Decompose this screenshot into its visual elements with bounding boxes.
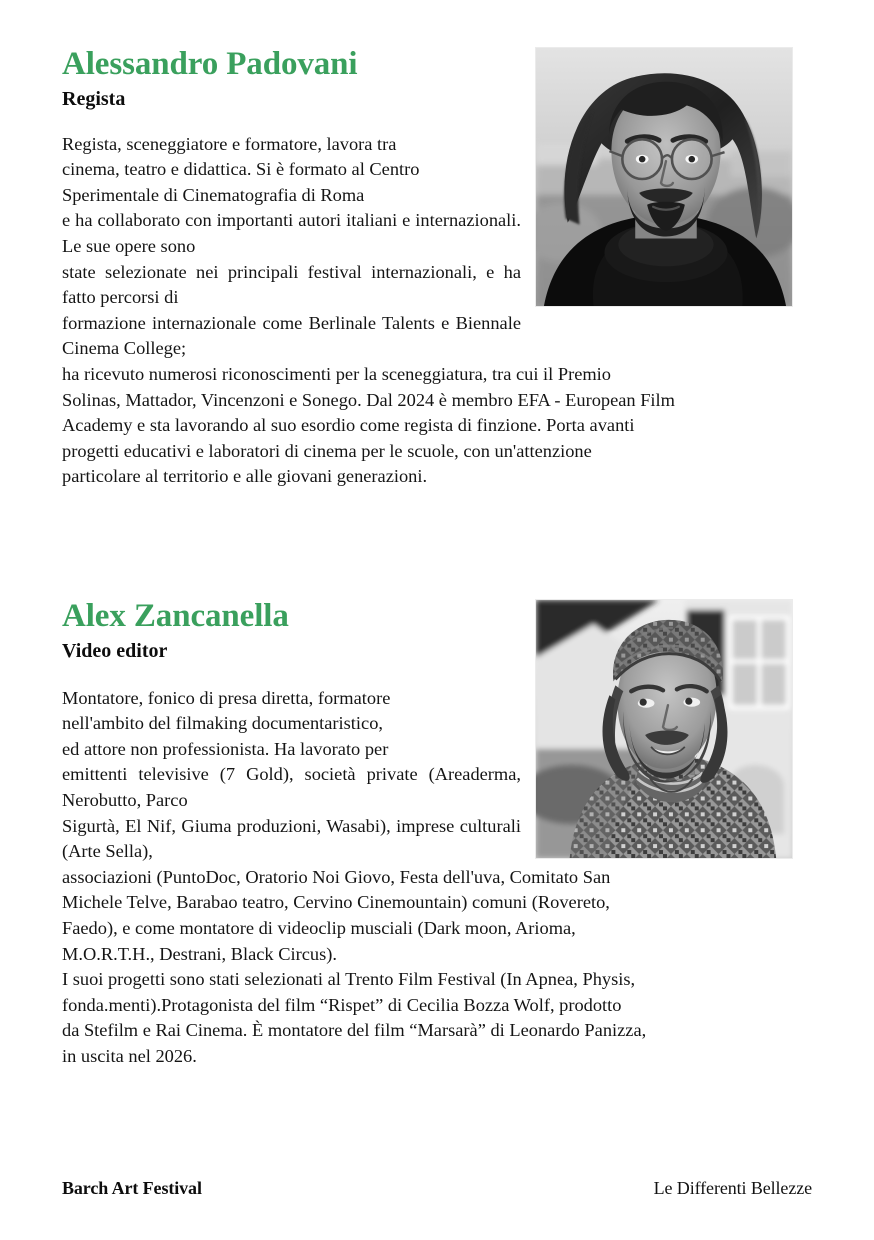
- bio-line: ed attore non professionista. Ha lavorato per: [62, 738, 389, 759]
- bio-line: cinema, teatro e didattica. Si è formato al Centro: [62, 159, 420, 180]
- bio-line: Faedo), e come montatore di videoclip musciali (Dark moon, Arioma,: [62, 917, 576, 938]
- portrait-alex-zancanella: [535, 599, 793, 859]
- bio-line: emittenti televisive (7 Gold), società private (Areaderma, Nerobutto, Parco: [62, 764, 521, 810]
- bio-line: state selezionate nei principali festival internazionali, e ha fatto percorsi di: [62, 261, 521, 308]
- bio-line: ha ricevuto numerosi riconoscimenti per la sceneggiatura, tra cui il Premio: [62, 363, 611, 384]
- bio-line: Regista, sceneggiatore e formatore, lavora tra: [62, 133, 397, 154]
- profile-block-alessandro-padovani: [62, 0, 793, 490]
- bio-line: Montatore, fonico di presa diretta, formatore: [62, 687, 391, 708]
- footer-festival-name: Barch Art Festival: [62, 1178, 202, 1198]
- portrait-alessandro-padovani: [535, 47, 793, 307]
- bio-line: associazioni (PuntoDoc, Oratorio Noi Giovo, Festa dell'uva, Comitato San: [62, 866, 611, 887]
- bio-line: M.O.R.T.H., Destrani, Black Circus).: [62, 943, 337, 964]
- bio-line: Academy e sta lavorando al suo esordio come regista di finzione. Porta avanti: [62, 415, 635, 436]
- profile-block-alex-zancanella: [62, 568, 793, 1070]
- bio-line: I suoi progetti sono stati selezionati al Trento Film Festival (In Apnea, Physis,: [62, 969, 636, 990]
- section-spacer: [62, 490, 793, 568]
- page-footer: [62, 1178, 812, 1199]
- bio-line: nell'ambito del filmaking documentaristico,: [62, 713, 383, 734]
- profile-name: Alessandro Padovani: [62, 46, 358, 82]
- bio-line: Michele Telve, Barabao teatro, Cervino Cinemountain) comuni (Rovereto,: [62, 892, 610, 913]
- profile-role: Video editor: [62, 639, 168, 662]
- profile-name: Alex Zancanella: [62, 597, 289, 634]
- bio-line: formazione internazionale come Berlinale Talents e Biennale Cinema College;: [62, 312, 521, 359]
- bio-line: in uscita nel 2026.: [62, 1045, 197, 1066]
- bio-line: Solinas, Mattador, Vincenzoni e Sonego. Dal 2024 è membro EFA - European Film: [62, 389, 675, 410]
- footer-edition-title: Le Differenti Bellezze: [653, 1178, 812, 1198]
- bio-line: da Stefilm e Rai Cinema. È montatore del film “Marsarà” di Leonardo Panizza,: [62, 1020, 647, 1041]
- bio-line: particolare al territorio e alle giovani generazioni.: [62, 466, 428, 487]
- content-column: [62, 0, 793, 1240]
- bio-line: Sperimentale di Cinematografia di Roma: [62, 184, 365, 205]
- bio-line: progetti educativi e laboratori di cinema per le scuole, con un'attenzione: [62, 440, 592, 461]
- profile-role: Regista: [62, 87, 126, 110]
- bio-line: Sigurtà, El Nif, Giuma produzioni, Wasabi), imprese culturali (Arte Sella),: [62, 815, 521, 862]
- bio-line: fonda.menti).Protagonista del film “Rispet” di Cecilia Bozza Wolf, prodotto: [62, 994, 622, 1015]
- bio-line: e ha collaborato con importanti autori italiani e internazionali. Le sue opere sono: [62, 210, 521, 256]
